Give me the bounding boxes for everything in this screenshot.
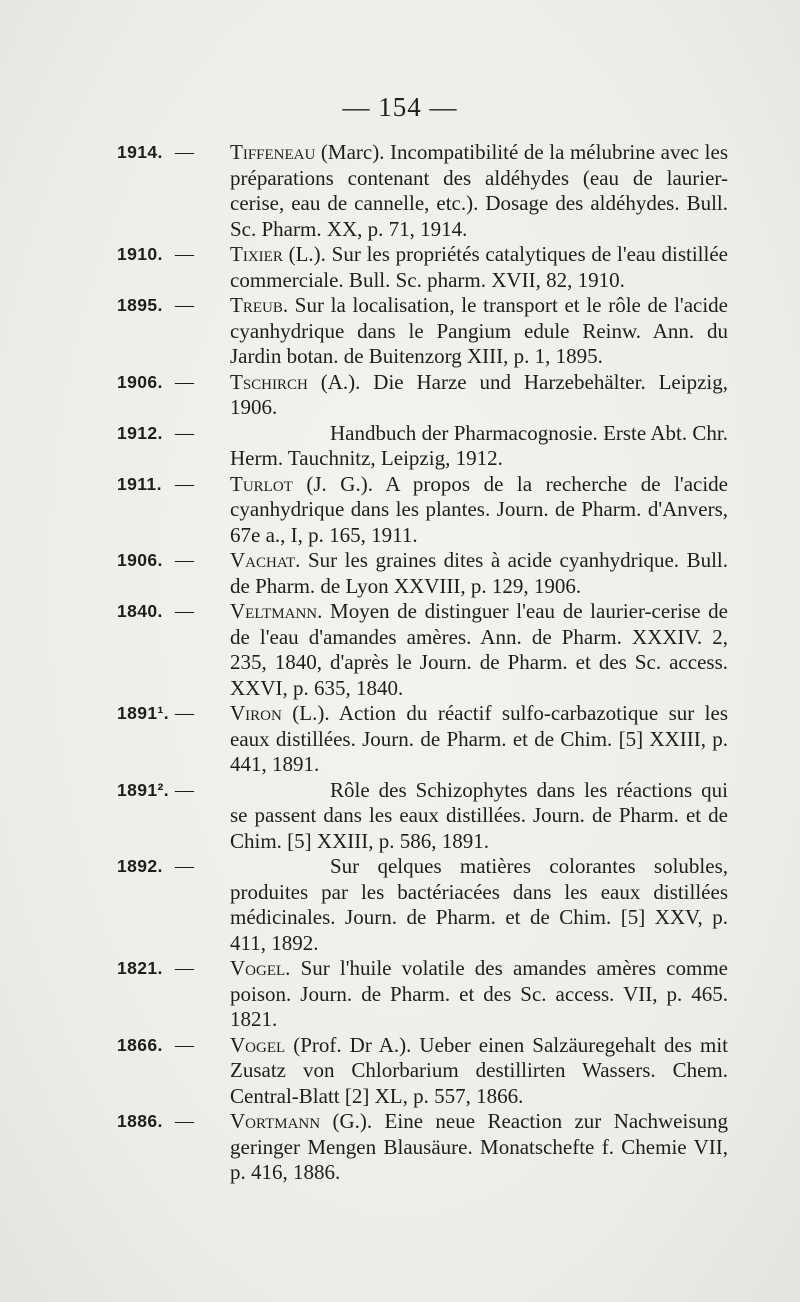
entry-author: Tschirch (230, 369, 308, 394)
entry-year: 1911. (117, 473, 162, 494)
bibliography-entry (0, 599, 800, 701)
entry-dash: — (175, 958, 194, 979)
bibliography-entry (0, 1033, 800, 1110)
bibliography-entry (0, 472, 800, 549)
entry-text: Sur l'huile volatile des amandes amères comme poison. Journ. de Pharm. et des Sc. access. VII, p. 465. 1821. (230, 956, 728, 1031)
entry-dash: — (175, 779, 194, 801)
entry-author: Veltmann. (230, 599, 323, 623)
entry-dash: — (175, 703, 194, 724)
bibliography-entry (0, 778, 800, 855)
entry-text: Sur les graines dites à acide cyanhydrique. Bull. de Pharm. de Lyon XXVIII, p. 129, 1906. (230, 548, 728, 598)
entry-dash: — (175, 422, 194, 444)
entry-author: Vogel. (230, 956, 291, 980)
entry-year: 1910. (117, 244, 163, 264)
entry-dash: — (175, 1111, 194, 1132)
entry-dash: — (175, 244, 194, 265)
entry-text: (L.). Sur les propriétés catalytiques de l'eau distillée commerciale. Bull. Sc. pharm. XVII, 82, 1910. (230, 242, 728, 292)
entry-dash: — (175, 295, 194, 316)
entry-author: Viron (230, 701, 282, 725)
entry-year: 1914. (117, 142, 163, 162)
entry-author: Tiffeneau (230, 140, 316, 164)
entry-year: 1912. (117, 422, 163, 443)
bibliography-entry (0, 854, 800, 956)
entry-author: Turlot (230, 471, 293, 496)
entry-author: Vogel (230, 1032, 286, 1057)
entry-text: (Marc). Incompatibilité de la mélubrine avec les préparations contenant des aldéhydes (eau de laurier-cerise, eau de cannelle, etc.). Dosage des aldéhydes. Bull. Sc. Pharm. XX, p. 71, 1914. (230, 140, 728, 241)
entry-year: 1866. (117, 1034, 163, 1055)
entry-text: (G.). Eine neue Reaction zur Nachweisung geringer Mengen Blausäure. Monatschefte f. Chemie VII, p. 416, 1886. (230, 1109, 728, 1184)
bibliography-entry (0, 701, 800, 778)
entry-text: Sur qelques matières colorantes solubles, produites par les bactériacées dans les eaux distillées médicinales. Journ. de Pharm. et de Chim. [5] XXV, p. 411, 1892. (230, 854, 728, 955)
entry-year: 1891¹. (117, 703, 170, 723)
entry-author: Vortmann (230, 1109, 321, 1133)
bibliography-entry (0, 1109, 800, 1186)
entry-dash: — (175, 142, 194, 163)
bibliography-entry (0, 370, 800, 421)
bibliography-entry (0, 421, 800, 472)
entry-text: (Prof. Dr A.). Ueber einen Salzäuregehalt des mit Zusatz von Chlorbarium destillirten Wassers. Chem. Central-Blatt [2] XL, p. 557, 1866. (230, 1032, 728, 1108)
entry-year: 1891². (117, 779, 170, 800)
entry-text: (L.). Action du réactif sulfo-carbazotique sur les eaux distillées. Journ. de Pharm. et de Chim. [5] XXIII, p. 441, 1891. (230, 701, 728, 776)
entry-dash: — (175, 371, 194, 393)
entry-text: Moyen de distinguer l'eau de laurier-cerise de de l'eau d'amandes amères. Ann. de Pharm. XXXIV. 2, 235, 1840, d'après le Journ. de Pharm. et des Sc. access. XXVI, p. 635, 1840. (230, 599, 728, 700)
entry-year: 1886. (117, 1111, 163, 1131)
entry-author: Tixier (230, 242, 283, 266)
bibliography-entry (0, 548, 800, 599)
entry-text: Rôle des Schizophytes dans les réactions qui se passent dans les eaux distillées. Journ. de Pharm. et de Chim. [5] XXIII, p. 586, 1891. (230, 777, 728, 853)
entry-dash: — (175, 550, 194, 571)
entry-year: 1906. (117, 371, 163, 392)
bibliography-entry (0, 956, 800, 1033)
ink-smudge (315, 1218, 395, 1288)
bibliography-entry (0, 140, 800, 242)
entry-author: Vachat. (230, 548, 301, 572)
entry-year: 1892. (117, 856, 163, 876)
entry-dash: — (175, 473, 194, 495)
entry-year: 1840. (117, 601, 163, 621)
entry-year: 1906. (117, 550, 163, 570)
entry-dash: — (175, 856, 194, 877)
bibliography-entry (0, 293, 800, 370)
entry-year: 1821. (117, 958, 163, 978)
bibliography-entry (0, 242, 800, 293)
entry-author: Treub. (230, 293, 289, 317)
entry-dash: — (175, 1034, 194, 1056)
entry-text: Sur la localisation, le transport et le rôle de l'acide cyanhydrique dans le Pangium edule Reinw. Ann. du Jardin botan. de Buitenzorg XIII, p. 1, 1895. (230, 293, 728, 368)
entry-year: 1895. (117, 295, 163, 315)
entry-text: (J. G.). A propos de la recherche de l'acide cyanhydrique dans les plantes. Journ. de Pharm. d'Anvers, 67e a., I, p. 165, 1911. (230, 471, 728, 547)
bibliography-list (0, 140, 800, 1186)
entry-text: (A.). Die Harze und Harzebehälter. Leipzig, 1906. (230, 369, 728, 419)
entry-dash: — (175, 601, 194, 622)
page-number: — 154 — (342, 92, 458, 122)
entry-text: Handbuch der Pharmacognosie. Erste Abt. Chr. Herm. Tauchnitz, Leipzig, 1912. (230, 420, 728, 470)
